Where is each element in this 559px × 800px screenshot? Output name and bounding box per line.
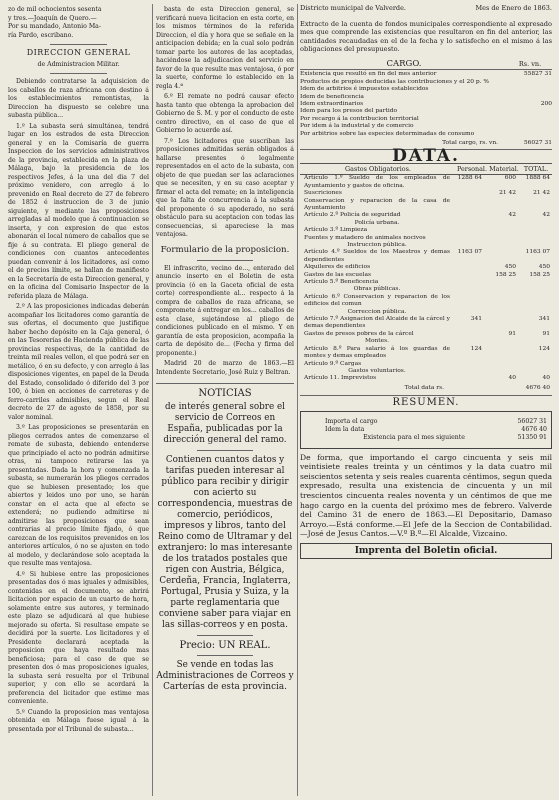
cargo-col-header: Rs. vn. <box>518 59 542 68</box>
section-subtitle: de Administracion Militar. <box>37 60 120 68</box>
table-row: Policía urbana. <box>354 219 400 226</box>
summary-box <box>300 411 552 449</box>
col-total: TOTAL. <box>523 164 549 173</box>
paragraph: 5.º Cuando la proposicion mas ventajosa obtenida en Málaga fuese igual á la presentada por el Tribunal de subasta... <box>8 708 149 733</box>
table-row: Importa el cargo 56027 31 <box>325 417 547 425</box>
table-row: Idem extraordinarios 200 <box>300 100 552 107</box>
table-row: Productos de propios deducidas las contribuciones y el 20 p. % <box>300 78 489 85</box>
month-header: Mes de Enero de 1863. <box>475 4 552 12</box>
table-row: Artículo 6.º Conservacion y reparacion de los edificios del comun <box>304 293 450 308</box>
top-line: Por su mandado, Antonio Ma- <box>8 23 101 30</box>
table-row: Artículo 7.º Asignacion del Alcaide de la cárcel y demas dependientes 341 341 <box>304 316 550 330</box>
table-row: Artículo 2.º Policía de seguridad 42 42 <box>304 212 550 219</box>
notices-text: de interés general sobre el servicio de Correos en España, publicadas por la dirección general del ramo. <box>163 401 287 445</box>
printer-footer: Imprenta del Boletin oficial. <box>300 543 552 560</box>
paragraph: 2.º A las proposiciones indicadas deberán acompañar los licitadores como garantía de sus ofertas, el documento que justifique haber hecho depósito en la Caja general, ó en las Tesorerías de Hacienda pública de las provincias respectivas, de la cantidad de treinta mil reales vellon, el que podrá ser en metálico, ó en su defecto, y con arreglo á las disposiciones vigentes, en papel de la Deuda del Estado, consolidado ó diferido del 3 por 100, ó bien en acciones de carreteras y de ferro-carriles admisibles, segun el Real decreto de 27 de agosto de 1858, por su valor nominal. <box>8 303 149 421</box>
divider <box>156 383 294 384</box>
table-row: Idem de arbitrios é impuestos establecidos <box>300 86 429 93</box>
table-row: Existencia que resultó en fin del mes anterior 55827 31 <box>300 71 552 78</box>
column-divider <box>152 4 153 796</box>
table-row: Artículo 1.º Sueldo de los empleados de Ayuntamiento y gastos de oficina. 1288 64 600 1888 64 <box>304 175 550 189</box>
data-title: DATA. <box>392 146 460 167</box>
cargo-title: CARGO. <box>386 58 422 69</box>
col-concept: Gastos Obligatorios. <box>345 164 411 173</box>
table-row: Correccion pública. <box>347 308 407 315</box>
table-row: Fuentes y matadero de animales nocivos <box>304 234 426 241</box>
divider <box>300 395 552 396</box>
column-left <box>8 6 149 794</box>
data-table <box>300 175 552 382</box>
column-divider <box>297 4 298 796</box>
paragraph: basta de esta Direccion general, se verificará nueva licitacion en esta corte, en los mismos términos de la referida Direccion, el día y hora que se señale en la anticipacion debida; en la cual solo podrán tomar parte los autores de las aceptadas, haciéndose la adjudicacion del servicio en favor de la que resulte mas ventajosa, ó por la suerte, conforme lo establecido en la regla 4.ª <box>156 6 294 90</box>
table-row: Instruccion pública. <box>347 242 407 248</box>
paragraph: 4.º Si hubiese entre las proposiciones presentadas dos ó mas iguales y admisibles, contenidas en el documento, se abrirá licitacion por espacio de un cuarto de hora, solamente entre sus autores, y terminado este plazo se adjudicará al que hubiese mejorado su oferta. Si resultase empate se decidirá por la suerte. Los licitadores y el Presidente declarará aceptada la proposicion que haya resultado mas beneficiosa; para el caso de que se presenten dos ó mas proposiciones iguales, la subasta será resuelta por el Tribunal superior, y con ello se acordará la preferencia del licitador que estime mas conveniente. <box>8 570 149 705</box>
data-header <box>300 163 552 176</box>
table-row: Artículo 5.º Beneficencia <box>304 279 379 286</box>
top-line: zo de mil ochocientos sesenta <box>8 6 102 13</box>
cargo-table <box>300 71 552 147</box>
closing-text: De forma, que importando el cargo cincuenta y seis mil veintisiete reales treinta y un céntimos y la data cuatro mil seiscientos setenta y seis reales cuarenta céntimos, segun queda expresado, resulta una existencia de cincuenta y un mil trescientos cincuenta reales noventa y un céntimos de que me hago cargo en la cuenta del próximo mes de febrero. Valverde del Camino 31 de enero de 1863.—El Depositario, Damaso Arroyo.—Está conforme.—El Jefe de la Seccion de Contabilidad.—José de Jesus Cantos.—V.º B.º—El Alcalde, Vizcaino. <box>300 452 552 539</box>
table-row: Por idem á la industrial y de comercio <box>300 123 414 130</box>
table-row: Gastos de las escuelas 158 25 158 25 <box>304 271 550 278</box>
table-row: Artículo 3.º Limpieza <box>304 227 368 234</box>
table-row: Gastos de presos pobres de la cárcel 91 91 <box>304 330 550 337</box>
table-row: Montes. <box>364 338 390 345</box>
paragraph: 6.º El remate no podrá causar efecto hasta tanto que obtenga la aprobacion del Gobierno de S. M. y por el conducto de este centro directivo, en el caso de que el Gobierno lo acuerde así. <box>156 93 294 134</box>
district-header: Districto municipal de Valverde. <box>300 4 406 12</box>
date-line: Madrid 20 de marzo de 1863.—El Intendente Secretario, José Ruiz y Beltran. <box>156 360 294 376</box>
paragraph: El infrascrito, vecino de..., enterado del anuncio inserto en el Boletin de esta provincia (ó en la Gaceta oficial de esta corte) correspondiente al... respecto á la compra de caballos de raza africana, se compromete á entregar en los... caballos de esta clase, sujetándose al pliego de condiciones publicado en el mismo. Y en garantía de esta proposicion, acompaña la carta de depósito de... (Fecha y firma del proponente.) <box>156 264 294 357</box>
table-row: Artículo 8.º Para salario á los guardas de montes y demas empleados 124 124 <box>304 345 550 360</box>
notices-advert <box>156 390 294 693</box>
table-row: Alquileres de edificios 450 450 <box>304 264 550 271</box>
table-row: Artículo 4.º Sueldos de los Maestros y demas dependientes 1163 07 1163 07 <box>304 249 550 263</box>
cargo-header <box>300 60 552 69</box>
paragraph: 3.º Las proposiciones se presentarán en pliegos cerrados antes de comenzarse el remate de subasta, debiendo entenderse que principiado el acto no podrán admitirse otras, ni tampoco retirarse las ya presentadas. Dada la hora y comenzada la subasta, se numerarán los pliegos cerrados que se hubiesen presentado; los que abiertos y leidos uno por uno, se harán constar en el acta que al efecto se extenderá; no pudiendo admitirse ni admitirse las proposiciones que sean contrarias al precio límite fijado, ó que carezcan de los requisitos prevenidos en los anteriores artículos, ó no se ajusten en todo al modelo, y declarándose solo aceptada la que resulte mas ventajosa. <box>8 424 149 567</box>
table-row: Artículo 9.º Cargas <box>304 360 362 367</box>
section-title: DIRECCION GENERAL <box>26 48 131 57</box>
table-row: Existencia para el mes siguiente 51350 91 <box>363 433 547 441</box>
divider <box>50 73 106 74</box>
table-row: Artículo 11. Imprevistos 40 40 <box>304 375 550 382</box>
table-row: Por arbitrios sobre las especies determinadas de consumo <box>300 130 475 137</box>
table-row: Idem la data 4676 40 <box>325 425 547 433</box>
price: Precio: UN REAL. <box>179 639 271 651</box>
paragraph: 7.º Los licitadores que suscriban las proposiciones admitidas serán obligados á hallarse presentes ó legalmente representados en el acto de la subasta, con objeto de que puedan ser las aclaraciones que se necesiten, y en su caso aceptar y firmar el acta del remate; en la inteligencia que la falta de concurrencia á la subasta del proponente ó su apoderado, no será obstáculo para su aceptacion con todas las consecuencias, si apareciese la mas ventajosa. <box>156 137 294 238</box>
divider <box>197 655 252 656</box>
notices-title: NOTICIAS <box>198 388 252 399</box>
form-title: Formulario de la proposicion. <box>160 244 290 255</box>
table-row: Idem para los presos del partido <box>300 108 398 115</box>
col-material: Material. <box>489 164 519 173</box>
table-row: Idem de beneficencia <box>300 93 364 100</box>
table-row: Gastos voluntarios. <box>348 367 406 374</box>
divider <box>197 635 252 636</box>
col-personal: Personal. <box>457 164 487 173</box>
column-middle <box>156 6 294 794</box>
table-row: Conservacion y reparacion de la casa de Ayuntamiento <box>304 197 450 211</box>
table-row: Suscriciones 21 42 21 42 <box>304 190 550 197</box>
sold-at: Se vende en todas las Administraciones de Correos y Carterías de esta provincia. <box>156 659 294 692</box>
table-row: Obras públicas. <box>353 286 401 293</box>
divider <box>197 450 252 451</box>
paragraph: Debiendo contratarse la adquisicion de los caballos de raza africana con destino á los establecimientos remontistas, la Direccion ha dispuesto se celebre una subasta pública... <box>8 78 149 119</box>
column-right <box>300 6 552 794</box>
divider <box>197 260 252 261</box>
table-row: Por recargo á la contribucion territorial <box>300 115 419 122</box>
paragraph: 1.º La subasta será simultánea, tendrá lugar en los estrados de esta Direccion general y en la Comisaría de guerra Inspeccion de los servicios administrativos de la provincia, establecida en la plaza de Málaga, bajo la presidencia de los respectivos Jefes, á la una del dia 7 del próximo venidero, con arreglo á lo prevenido en Real decreto de 27 de febrero de 1852 é instruccion de 3 de junio siguiente, y mediante las proposiciones arregladas al modelo que á continuacion se inserta, y con expresion de que estos abonarán el local número de caballos que se fije á su contrata. El pliego general de condiciones con cuantos antecedentes puedan convenir á los licitadores, así como el de precios límite, se hallan de manifiesto en la Secretaría de esta Direccion general, y en la oficina del Comisario Inspector de la referida plaza de Málaga. <box>8 122 149 300</box>
contents-text: Contienen cuantos datos y tarifas pueden interesar al público para recibir y dirigir con acierto su correspondencia, muestras de comercio, periódicos, impresos y libros, tanto del Reino como de Ultramar y del extranjero: lo mas interesante de los tratados postales que rigen con Austria, Bélgica, Cerdeña, Francia, Inglaterra, Portugal, Prusia y Suiza, y la parte reglamentaria que conviene saber para viajar en las sillas-correos y en posta. <box>157 454 293 630</box>
top-line: ría Pardo, escribano. <box>8 31 74 39</box>
cargo-total: Total cargo, rs. vn. 56027 31 <box>442 139 552 146</box>
divider <box>50 44 106 45</box>
data-total: Total data rs. 4676 40 <box>404 384 550 391</box>
summary-title: RESUMEN. <box>392 397 460 409</box>
top-line: y tres.—Joaquín de Quero.— <box>8 14 97 22</box>
account-intro: Extracto de la cuenta de fondos municipales correspondiente al expresado mes que comprende las existencias que resultaron en fin del anterior, las cantidades recaudadas en el de la fecha y lo satisfecho en el mismo á las obligaciones del presupuesto. <box>300 20 552 53</box>
